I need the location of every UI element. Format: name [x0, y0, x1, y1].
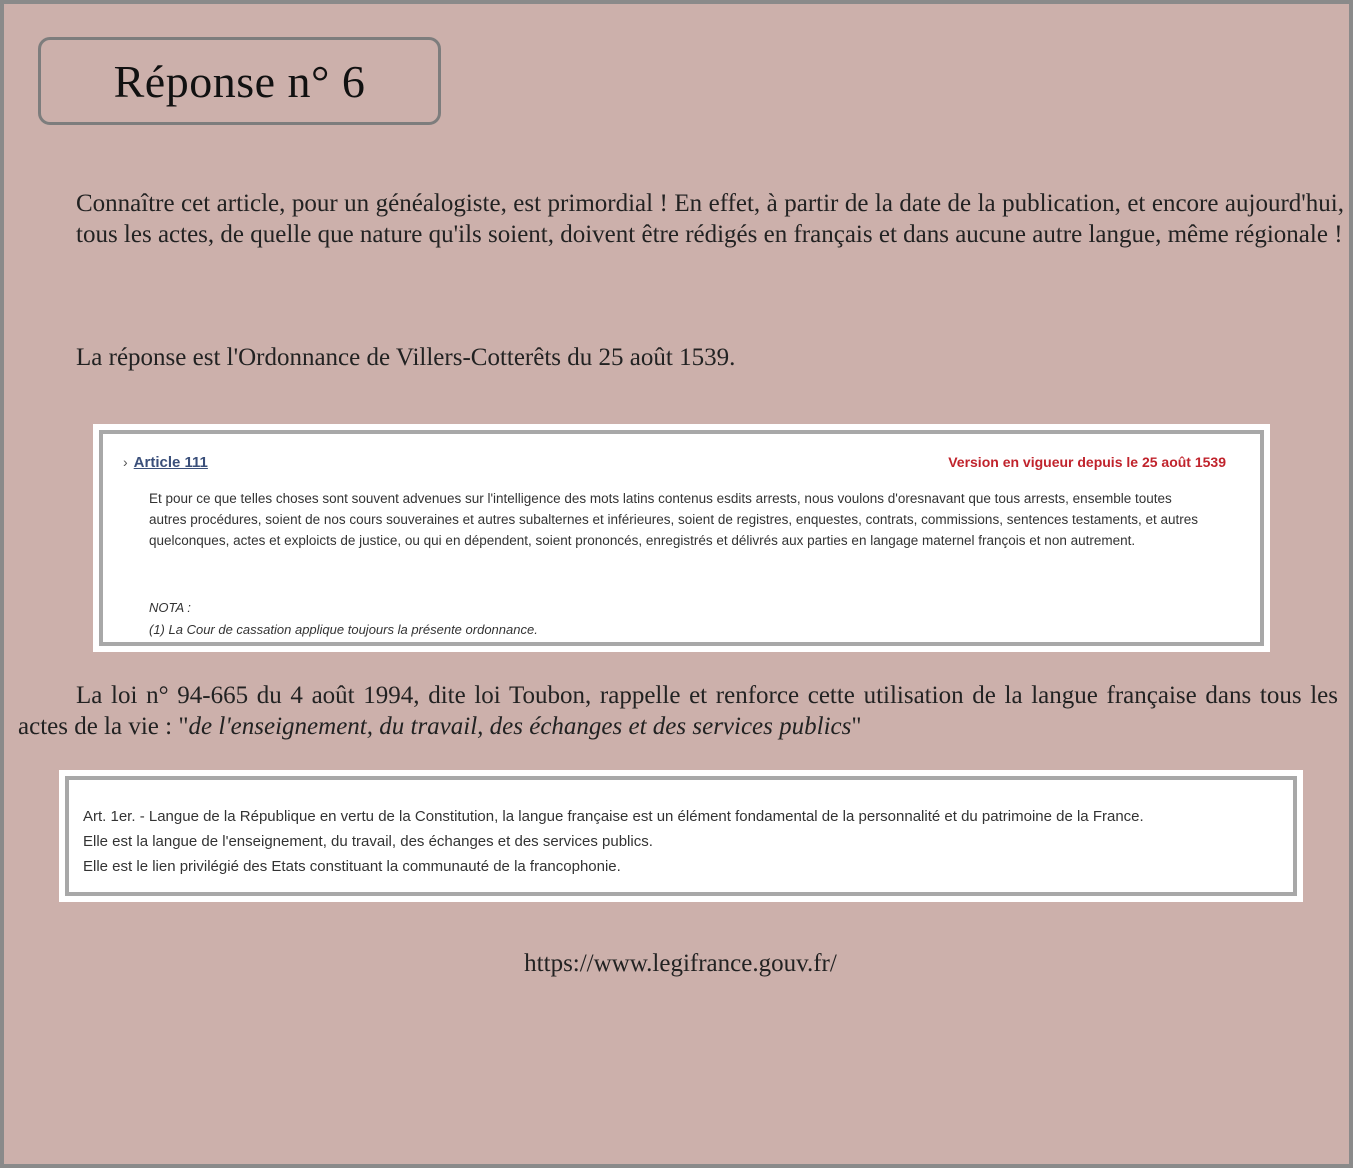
source-url[interactable]: https://www.legifrance.gouv.fr/	[524, 950, 837, 977]
article-111-excerpt	[93, 424, 1270, 652]
loi-toubon-frame	[65, 776, 1297, 896]
toubon-paragraph	[18, 680, 1338, 742]
version-label: Version en vigueur depuis le 25 août 1539	[948, 454, 1226, 470]
title-box	[38, 37, 441, 125]
loi-line-3: Elle est le lien privilégié des Etats constituant la communauté de la francophonie.	[83, 858, 621, 875]
article-111-frame	[99, 430, 1264, 646]
nota-label: NOTA :	[149, 600, 191, 615]
chevron-right-icon: ›	[123, 454, 128, 470]
answer-paragraph: La réponse est l'Ordonnance de Villers-Cotterêts du 25 août 1539.	[76, 344, 736, 371]
toubon-text: La loi n° 94-665 du 4 août 1994, dite loi Toubon, rappelle et renforce cette utilisation de la langue française dans tous les actes de la vie : "	[18, 682, 1338, 740]
article-heading	[123, 454, 208, 471]
loi-toubon-excerpt	[59, 770, 1303, 902]
nota-text: (1) La Cour de cassation applique toujours la présente ordonnance.	[149, 622, 538, 637]
intro-paragraph: Connaître cet article, pour un généalogiste, est primordial ! En effet, à partir de la date de la publication, et encore aujourd'hui, tous les actes, de quelle que nature qu'ils soient, doivent être rédigés en français et dans aucune autre langue, même régionale !	[76, 190, 1344, 248]
toubon-quote: de l'enseignement, du travail, des échanges et des services publics	[188, 713, 852, 740]
loi-line-2: Elle est la langue de l'enseignement, du travail, des échanges et des services publics.	[83, 833, 653, 850]
loi-text-block	[83, 804, 1283, 879]
article-link[interactable]: Article 111	[133, 454, 208, 471]
article-body: Et pour ce que telles choses sont souvent advenues sur l'intelligence des mots latins contenus esdits arrests, nous voulons d'oresnavant que tous arrests, ensemble toutes autres procédures, soient de nos cours souveraines et autres subalternes et inférieures, soient de registres, enquestes, contrats, commissions, sentences testaments, et autres quelconques, actes et exploicts de justice, ou qui en dépendent, soient prononcés, enregistrés et délivrés aux parties en langage maternel françois et non autrement.	[149, 491, 1199, 548]
toubon-quote-end: "	[851, 713, 862, 740]
loi-line-1: Art. 1er. - Langue de la République en vertu de la Constitution, la langue française est un élément fondamental de la personnalité et du patrimoine de la France.	[83, 808, 1144, 825]
page-title: Réponse n° 6	[113, 55, 366, 107]
